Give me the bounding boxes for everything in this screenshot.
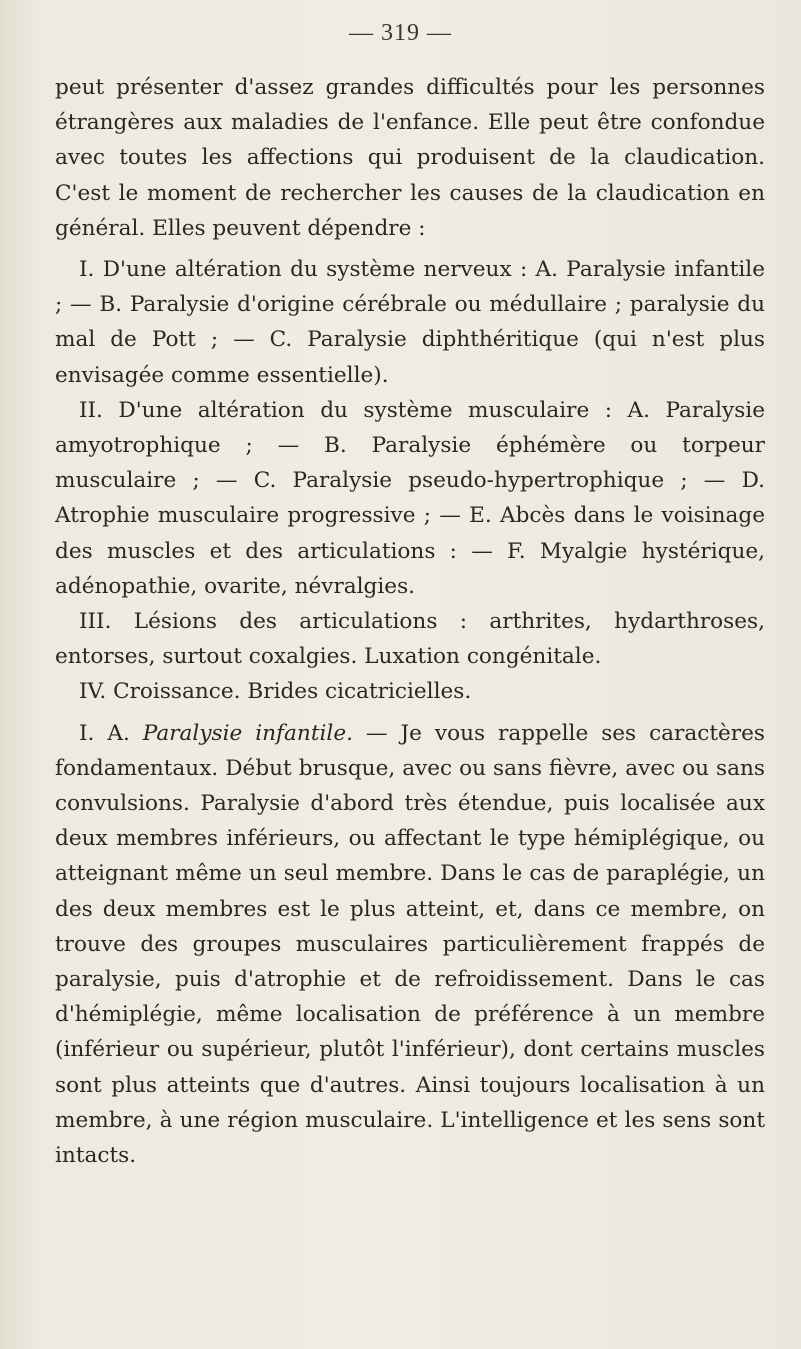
page-text (55, 70, 765, 1173)
paragraph-growth: IV. Croissance. Brides cicatricielles. (79, 679, 472, 705)
paragraph-infantile-paralysis (55, 716, 765, 1174)
page-number: — 319 — (349, 20, 452, 46)
paragraph-nervous-system: I. D'une altération du système nerveux : A. Paralysie infantile ; — B. Paralysie d'origine cérébrale ou médullaire ; paralysie du mal de Pott ; — C. Paralysie diphthéritique (qui n'est plus envisagée comme essentielle). (55, 257, 765, 388)
paragraph-muscular-system: II. D'une altération du système musculaire : A. Paralysie amyotrophique ; — B. Paralysie éphémère ou torpeur musculaire ; — C. Paralysie pseudo-hypertrophique ; — D. Atrophie musculaire progressive ; — E. Abcès dans le voisinage des muscles et des articulations : — F. Myalgie hystérique, adénopathie, ovarite, névralgies. (55, 397, 765, 599)
section-prefix: I. A. (79, 720, 143, 746)
section-body: — Je vous rappelle ses caractères fondamentaux. Début brusque, avec ou sans fièvre, avec ou sans convulsions. Paralysie d'abord très étendue, puis localisée aux deux membres inférieurs, ou affectant le type hémiplégique, ou atteignant même un seul membre. Dans le cas de paraplégie, un des deux membres est le plus atteint, et, dans ce membre, on trouve des groupes musculaires particulièrement frappés de paralysie, puis d'atrophie et de refroidissement. Dans le cas d'hémiplégie, même localisation de préférence à un membre (inférieur ou supérieur, plutôt l'inférieur), dont certains muscles sont plus atteints que d'autres. Ainsi toujours localisation à un membre, à une région musculaire. L'intelligence et les sens sont intacts. (55, 720, 765, 1169)
section-title: Paralysie infantile. (142, 720, 353, 746)
paragraph-intro: peut présenter d'assez grandes difficultés pour les personnes étrangères aux maladies de l'enfance. Elle peut être confondue avec toutes les affections qui produisent de la claudication. C'est le moment de rechercher les causes de la claudication en général. Elles peuvent dépendre : (55, 75, 765, 241)
paragraph-joint-lesions: III. Lésions des articulations : arthrites, hydarthroses, entorses, surtout coxalgies. Luxation congénitale. (55, 609, 765, 670)
